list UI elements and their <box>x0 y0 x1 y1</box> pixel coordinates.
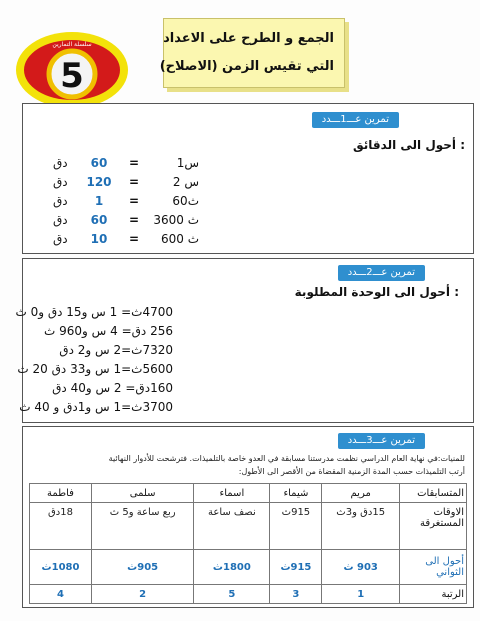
header-label: المتسابقات <box>400 484 467 503</box>
name-cell: سلمى <box>92 484 194 503</box>
seconds-cell: 915ث <box>270 550 322 585</box>
time-cell: 18دق <box>30 503 92 550</box>
time-cell: نصف ساعة <box>194 503 270 550</box>
title-banner <box>159 18 345 88</box>
ex2-row: 5600ث=1 س و33 دق 20 ث <box>17 362 173 376</box>
rank-cell: 2 <box>92 585 194 604</box>
ex1-row: دق 1 = 60ث <box>53 194 199 208</box>
ex1-row: دق 10 = 600 ث <box>53 232 199 246</box>
seconds-cell: 1800ث <box>194 550 270 585</box>
number-badge <box>14 30 130 110</box>
time-label: الاوقات المستغرقة <box>400 503 467 550</box>
exercise-1-box <box>22 103 474 254</box>
seconds-cell: 905ث <box>92 550 194 585</box>
badge-number: 5 <box>60 56 84 96</box>
seconds-cell: 903 ث <box>322 550 400 585</box>
exercise-1-heading: : أحول الى الدقائق <box>352 138 465 152</box>
exercise-3-instruction: أرتب التلميذات حسب المدة الزمنية المقضاة من الأقصر الى الأطول: <box>238 467 465 476</box>
exercise-2-heading: : أحول الى الوحدة المطلوبة <box>294 285 459 299</box>
rank-label: الرتبة <box>400 585 467 604</box>
rank-cell: 3 <box>270 585 322 604</box>
exercise-2-tab: تمرين عـــ2ـــدد <box>338 265 425 281</box>
ex2-row: 160دق= 2 س و40 دق <box>52 381 173 395</box>
ex2-row: 7320ث=2 س و2 دق <box>59 343 173 357</box>
title-line-2: التي تقيس الزمن (الاصلاح) <box>159 59 334 74</box>
ex1-row: دق 120 = 2 س <box>53 175 199 189</box>
ex2-row: 3700ث=1 س و1دق و 40 ث <box>19 400 173 414</box>
name-cell: فاطمة <box>30 484 92 503</box>
ex2-row: 4700ث= 1 س و15 دق و0 ث <box>15 305 173 319</box>
ex1-row: دق 60 = 3600 ث <box>53 213 199 227</box>
exercise-2-box <box>15 258 474 423</box>
badge-arc-text: سلسلة التمارين <box>52 41 92 48</box>
exercise-1-tab: تمرين عـــ1ـــدد <box>312 112 399 128</box>
name-cell: شيماء <box>270 484 322 503</box>
name-cell: اسماء <box>194 484 270 503</box>
name-cell: مريم <box>322 484 400 503</box>
rank-cell: 1 <box>322 585 400 604</box>
ex2-row: 256 دق= 4 س و960 ث <box>44 324 173 338</box>
time-cell: 15دق و3ث <box>322 503 400 550</box>
title-line-1: الجمع و الطرح على الاعداد <box>163 31 334 46</box>
exercise-3-box <box>22 426 474 608</box>
time-cell: 915ث <box>270 503 322 550</box>
race-table <box>29 483 467 604</box>
exercise-3-statement: للمنيات:في نهاية العام الدراسي نظمت مدرستنا مسابقة في العدو خاصة بالتلميذات. فترشحت للأدوار النهائية <box>108 454 465 463</box>
convert-label: أحول الى الثواني <box>400 550 467 585</box>
seconds-cell: 1080ث <box>30 550 92 585</box>
ex1-row: دق 60 = 1س <box>53 156 199 170</box>
rank-cell: 4 <box>30 585 92 604</box>
exercise-3-tab: تمرين عـــ3ـــدد <box>338 433 425 449</box>
rank-cell: 5 <box>194 585 270 604</box>
time-cell: ربع ساعة و5 ث <box>92 503 194 550</box>
